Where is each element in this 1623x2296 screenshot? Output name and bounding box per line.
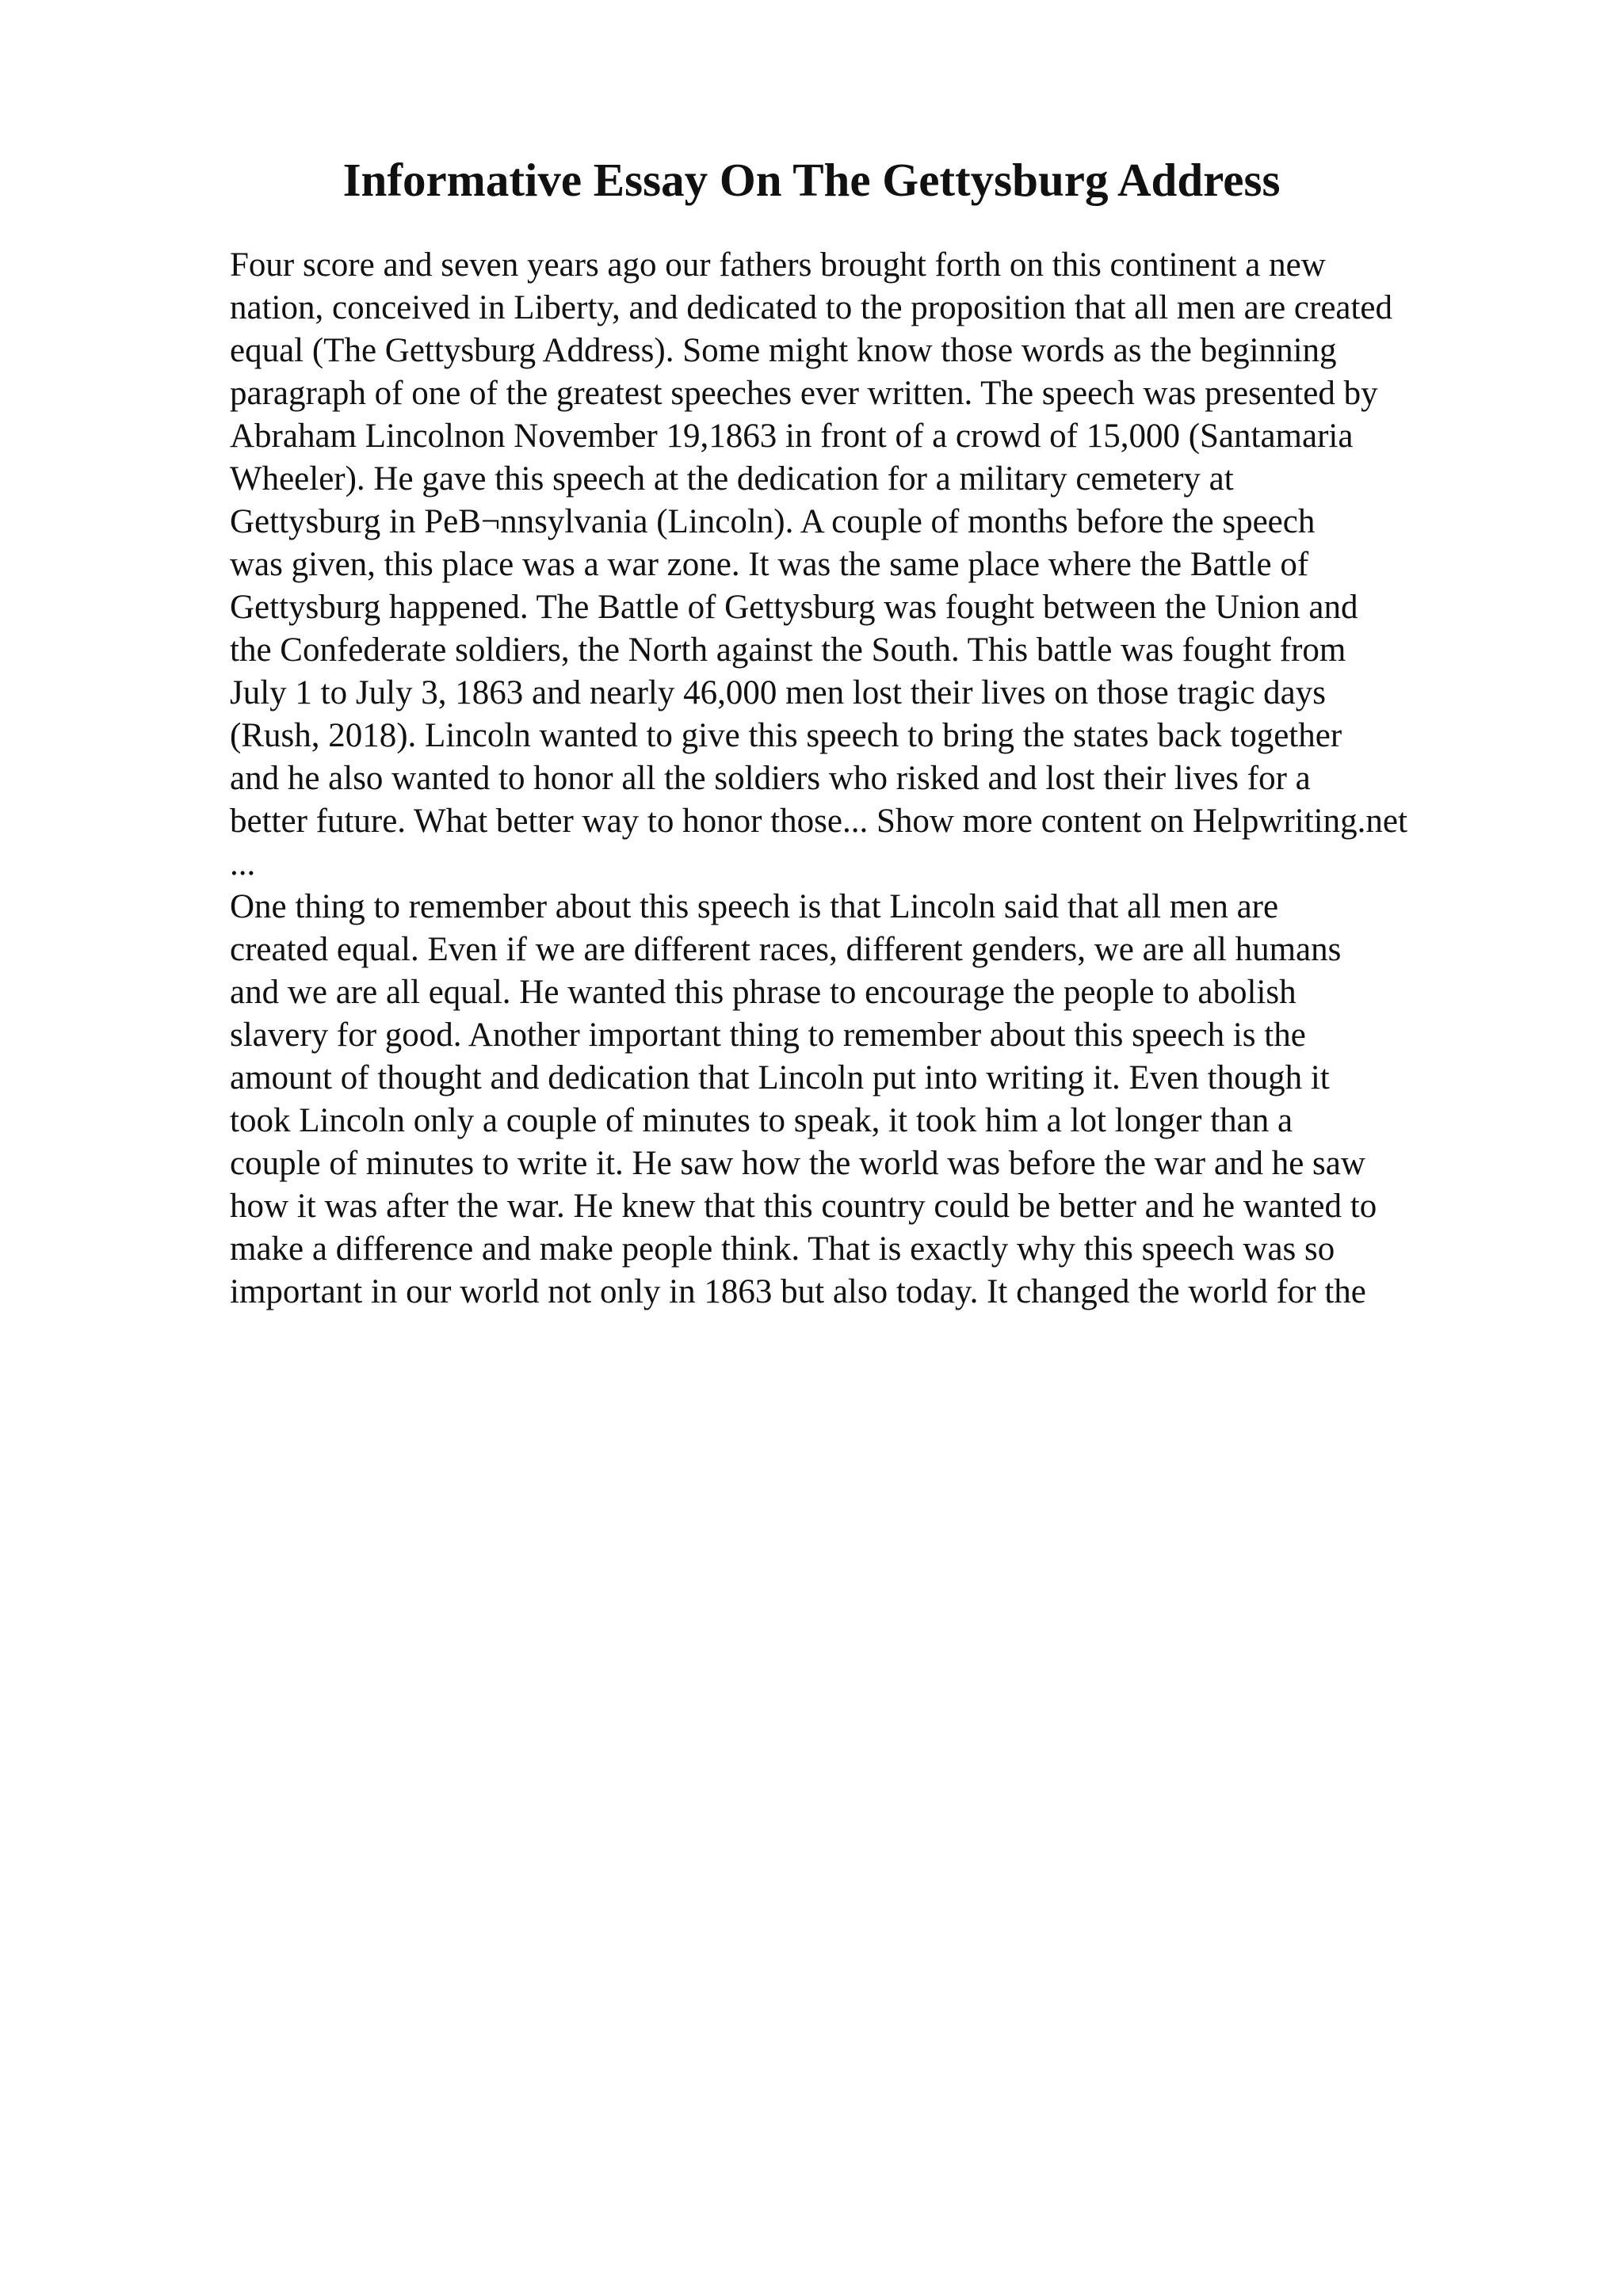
text-line: Gettysburg happened. The Battle of Gettysburg was fought between the Union and <box>230 589 1358 626</box>
text-line: created equal. Even if we are different races, different genders, we are all humans <box>230 931 1342 968</box>
text-line: Abraham Lincolnon November 19,1863 in front of a crowd of 15,000 (Santamaria <box>230 418 1354 455</box>
text-line: make a difference and make people think. That is exactly why this speech was so <box>230 1230 1335 1268</box>
text-line: Wheeler). He gave this speech at the dedication for a military cemetery at <box>230 460 1234 498</box>
text-line: ... <box>230 845 256 883</box>
text-line: One thing to remember about this speech is that Lincoln said that all men are <box>230 888 1279 925</box>
text-line: better future. What better way to honor those... Show more content on Helpwriting.net <box>230 803 1407 840</box>
text-line: Gettysburg in PeB¬nnsylvania (Lincoln). A couple of months before the speech <box>230 503 1316 540</box>
text-line: amount of thought and dedication that Lincoln put into writing it. Even though it <box>230 1059 1330 1097</box>
essay-body <box>230 244 1514 1314</box>
text-line: slavery for good. Another important thing to remember about this speech is the <box>230 1016 1306 1054</box>
text-line: Four score and seven years ago our fathers brought forth on this continent a new <box>230 246 1326 284</box>
text-line: July 1 to July 3, 1863 and nearly 46,000 men lost their lives on those tragic days <box>230 674 1326 711</box>
text-line: equal (The Gettysburg Address). Some might know those words as the beginning <box>230 332 1337 369</box>
text-line: and we are all equal. He wanted this phrase to encourage the people to abolish <box>230 974 1296 1011</box>
text-line: (Rush, 2018). Lincoln wanted to give this speech to bring the states back together <box>230 717 1342 754</box>
document-title: Informative Essay On The Gettysburg Address <box>342 154 1281 206</box>
text-line: nation, conceived in Liberty, and dedicated to the proposition that all men are created <box>230 289 1393 326</box>
text-line: couple of minutes to write it. He saw how the world was before the war and he saw <box>230 1145 1365 1182</box>
text-line: important in our world not only in 1863 but also today. It changed the world for the <box>230 1273 1366 1310</box>
text-line: and he also wanted to honor all the soldiers who risked and lost their lives for a <box>230 760 1311 797</box>
text-line: paragraph of one of the greatest speeches ever written. The speech was presented by <box>230 375 1378 412</box>
text-line: was given, this place was a war zone. It was the same place where the Battle of <box>230 546 1309 583</box>
text-line: took Lincoln only a couple of minutes to speak, it took him a lot longer than a <box>230 1102 1293 1139</box>
text-line: how it was after the war. He knew that this country could be better and he wanted to <box>230 1188 1377 1225</box>
text-line: the Confederate soldiers, the North against the South. This battle was fought from <box>230 631 1346 669</box>
